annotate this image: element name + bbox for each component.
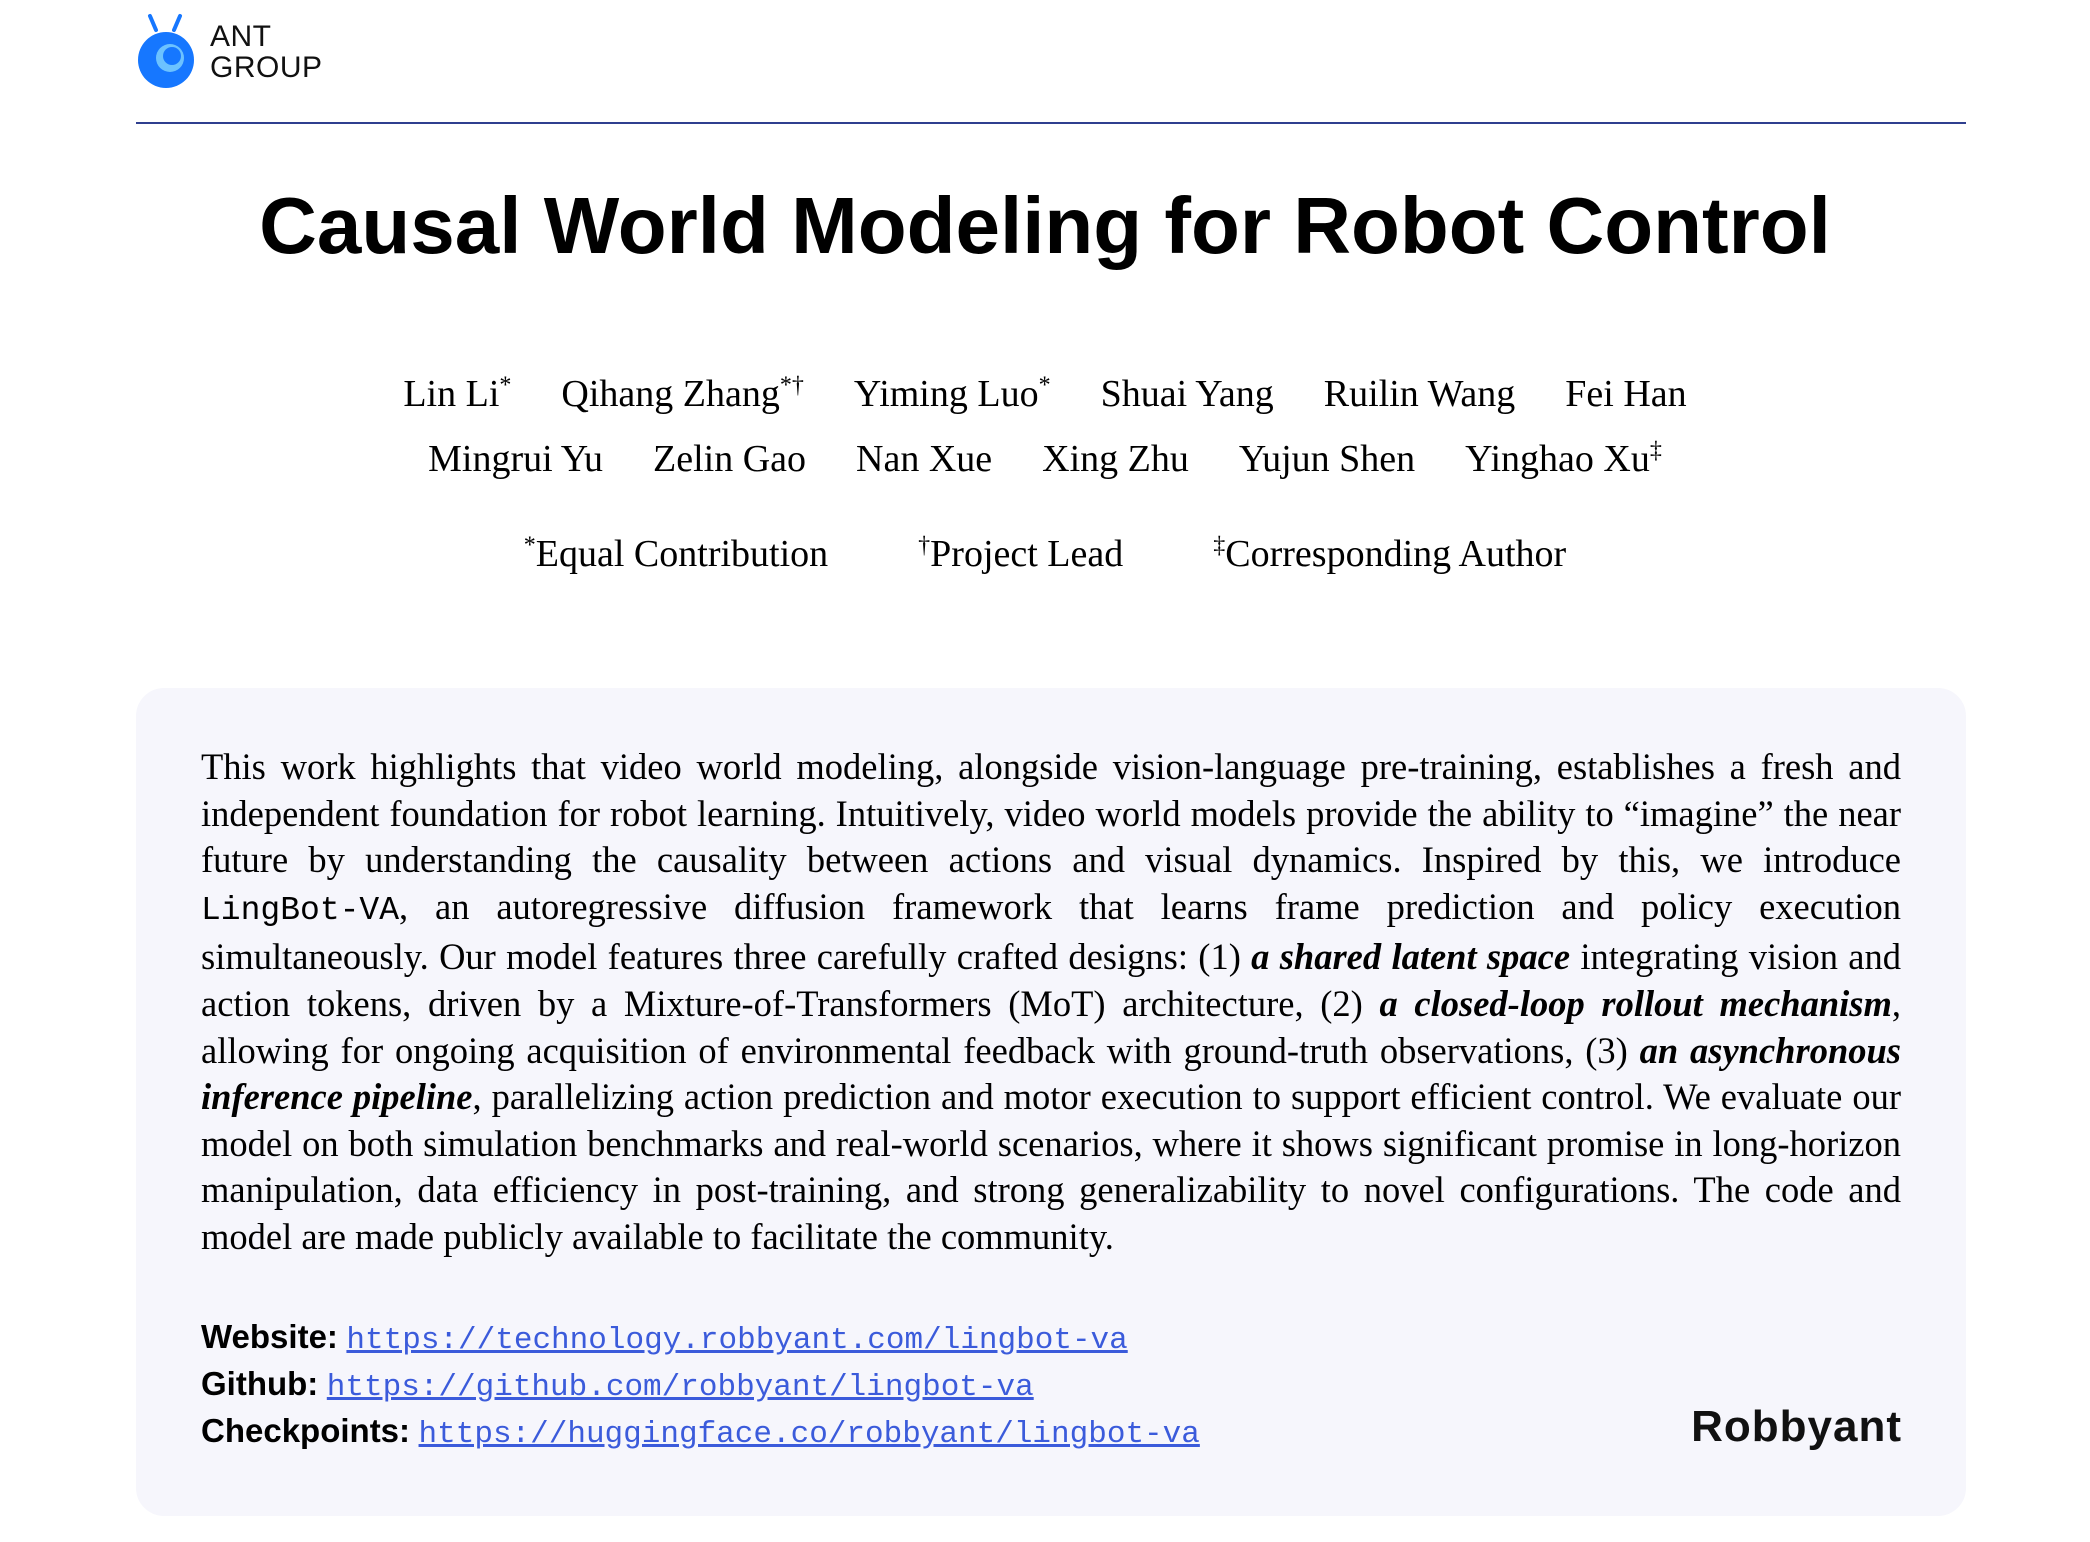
github-link[interactable]: https://github.com/robbyant/lingbot-va: [326, 1370, 1034, 1405]
website-label: Website:: [201, 1318, 338, 1355]
checkpoints-label: Checkpoints:: [201, 1412, 411, 1449]
author: Fei Han: [1565, 373, 1687, 415]
paper-title: Causal World Modeling for Robot Control: [259, 181, 1831, 270]
author: Yinghao Xu‡: [1465, 437, 1662, 480]
note-equal-contribution: *Equal Contribution: [523, 532, 829, 575]
author: Xing Zhu: [1042, 438, 1189, 480]
author: Zelin Gao: [653, 438, 807, 480]
model-name: LingBot-VA: [201, 891, 400, 929]
author: Shuai Yang: [1100, 373, 1274, 415]
logo-line-2: GROUP: [210, 51, 323, 84]
resource-links: [201, 1318, 1401, 1459]
header-rule: [136, 122, 1966, 124]
note-project-lead: †Project Lead: [918, 532, 1124, 575]
abstract-box: [136, 688, 1966, 1516]
contribution-notes: [0, 532, 2090, 576]
author-row-2: [0, 437, 2090, 502]
design-1: a shared latent space: [1251, 936, 1571, 978]
author: Qihang Zhang*†: [561, 372, 804, 415]
logo-line-1: ANT: [210, 20, 272, 53]
note-corresponding-author: ‡Corresponding Author: [1213, 532, 1567, 575]
github-label: Github:: [201, 1365, 319, 1402]
author: Mingrui Yu: [428, 438, 603, 480]
checkpoints-link[interactable]: https://huggingface.co/robbyant/lingbot-va: [418, 1417, 1200, 1452]
abstract-text: This work highlights that video world modeling, alongside vision-language pre-training, establishes a fresh and independent foundation for robot learning. Intuitively, video world models provide the ability to “imagine” the near future by understanding the causality between actions and visual dynamics. Inspired by this, we introduce LingBot-VA, an autoregressive diffusion framework that learns frame prediction and policy execution simultaneously. Our model features three carefully crafted designs: (1) a shared latent space integrating vision and action tokens, driven by a Mixture-of-Transformers (MoT) architecture, (2) a closed-loop rollout mechanism, allowing for ongoing acquisition of environmental feedback with ground-truth observations, (3) an asynchronous inference pipeline, parallelizing action prediction and motor execution to support efficient control. We evaluate our model on both simulation benchmarks and real-world scenarios, where it shows significant promise in long-horizon manipulation, data efficiency in post-training, and strong generalizability to novel configurations. The code and model are made publicly available to facilitate the community.: [201, 746, 1902, 1257]
robbyant-logo: Robbyant: [1691, 1402, 1902, 1451]
author: Ruilin Wang: [1323, 373, 1516, 415]
ant-group-logo: [136, 12, 323, 92]
website-link[interactable]: https://technology.robbyant.com/lingbot-va: [346, 1323, 1128, 1358]
design-3: an asynchronous inference pipeline: [201, 1029, 1901, 1118]
author-row-1: [0, 372, 2090, 437]
checkpoints-link-row: [201, 1412, 1401, 1459]
design-2: a closed-loop rollout mechanism: [1379, 982, 1892, 1024]
author: Yujun Shen: [1238, 438, 1416, 480]
website-link-row: [201, 1318, 1401, 1365]
author: Nan Xue: [856, 438, 993, 480]
author: Lin Li*: [403, 372, 512, 415]
author-list: [0, 372, 2090, 502]
github-link-row: [201, 1365, 1401, 1412]
ant-logo-icon: [136, 12, 196, 92]
author: Yiming Luo*: [853, 372, 1051, 415]
logo-text: [210, 21, 323, 83]
